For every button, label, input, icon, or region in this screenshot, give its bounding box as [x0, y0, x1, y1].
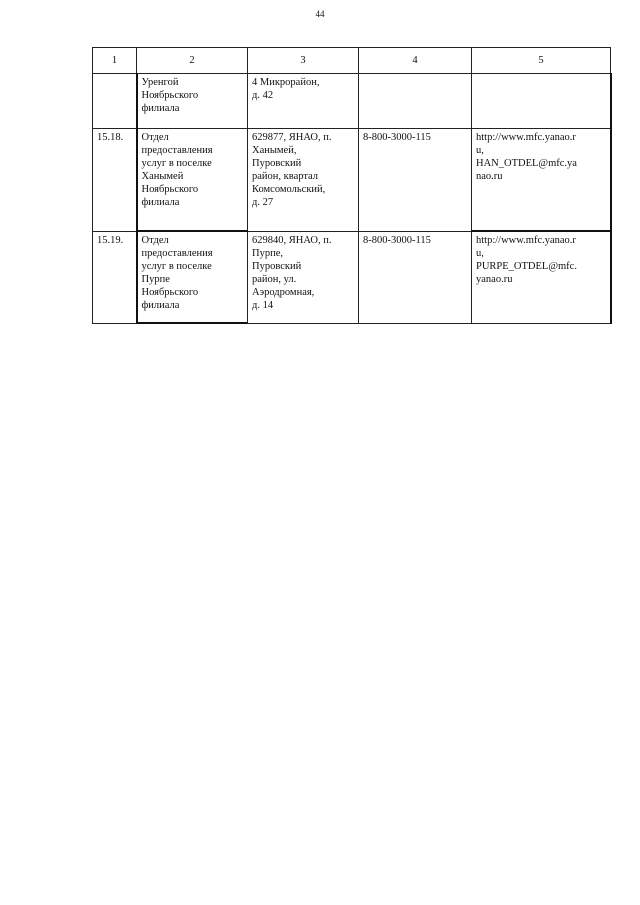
office-address: 629840, ЯНАО, п. Пурпе, Пуровский район, ул. Аэродромная, д. 14 — [248, 231, 359, 323]
office-phone: 8-800-3000-115 — [359, 129, 472, 232]
office-name: Уренгой Ноябрьского филиала — [137, 74, 248, 129]
office-name: Отдел предоставления услуг в поселке Пурпе Ноябрьского филиала — [137, 231, 248, 323]
row-number: 15.19. — [93, 231, 137, 323]
office-address: 4 Микрорайон, д. 42 — [248, 74, 359, 129]
office-web: http://www.mfc.yanao.r u, HAN_OTDEL@mfc.ya nao.ru — [472, 129, 611, 232]
table-header-row — [93, 48, 611, 74]
row-number: 15.18. — [93, 129, 137, 232]
office-address: 629877, ЯНАО, п. Ханымей, Пуровский район, квартал Комсомольский, д. 27 — [248, 129, 359, 232]
office-phone: 8-800-3000-115 — [359, 231, 472, 323]
office-name: Отдел предоставления услуг в поселке Ханымей Ноябрьского филиала — [137, 129, 248, 232]
branches-table — [92, 47, 612, 324]
table-row — [93, 129, 611, 232]
header-col-4: 4 — [359, 48, 472, 74]
office-phone — [359, 74, 472, 129]
office-web — [472, 74, 611, 129]
office-web: http://www.mfc.yanao.r u, PURPE_OTDEL@mfc. yanao.ru — [472, 231, 611, 323]
table-row — [93, 231, 611, 323]
header-col-5: 5 — [472, 48, 611, 74]
header-col-2: 2 — [137, 48, 248, 74]
header-col-1: 1 — [93, 48, 137, 74]
table-row — [93, 74, 611, 129]
page-number: 44 — [315, 9, 325, 19]
row-number — [93, 74, 137, 129]
header-col-3: 3 — [248, 48, 359, 74]
